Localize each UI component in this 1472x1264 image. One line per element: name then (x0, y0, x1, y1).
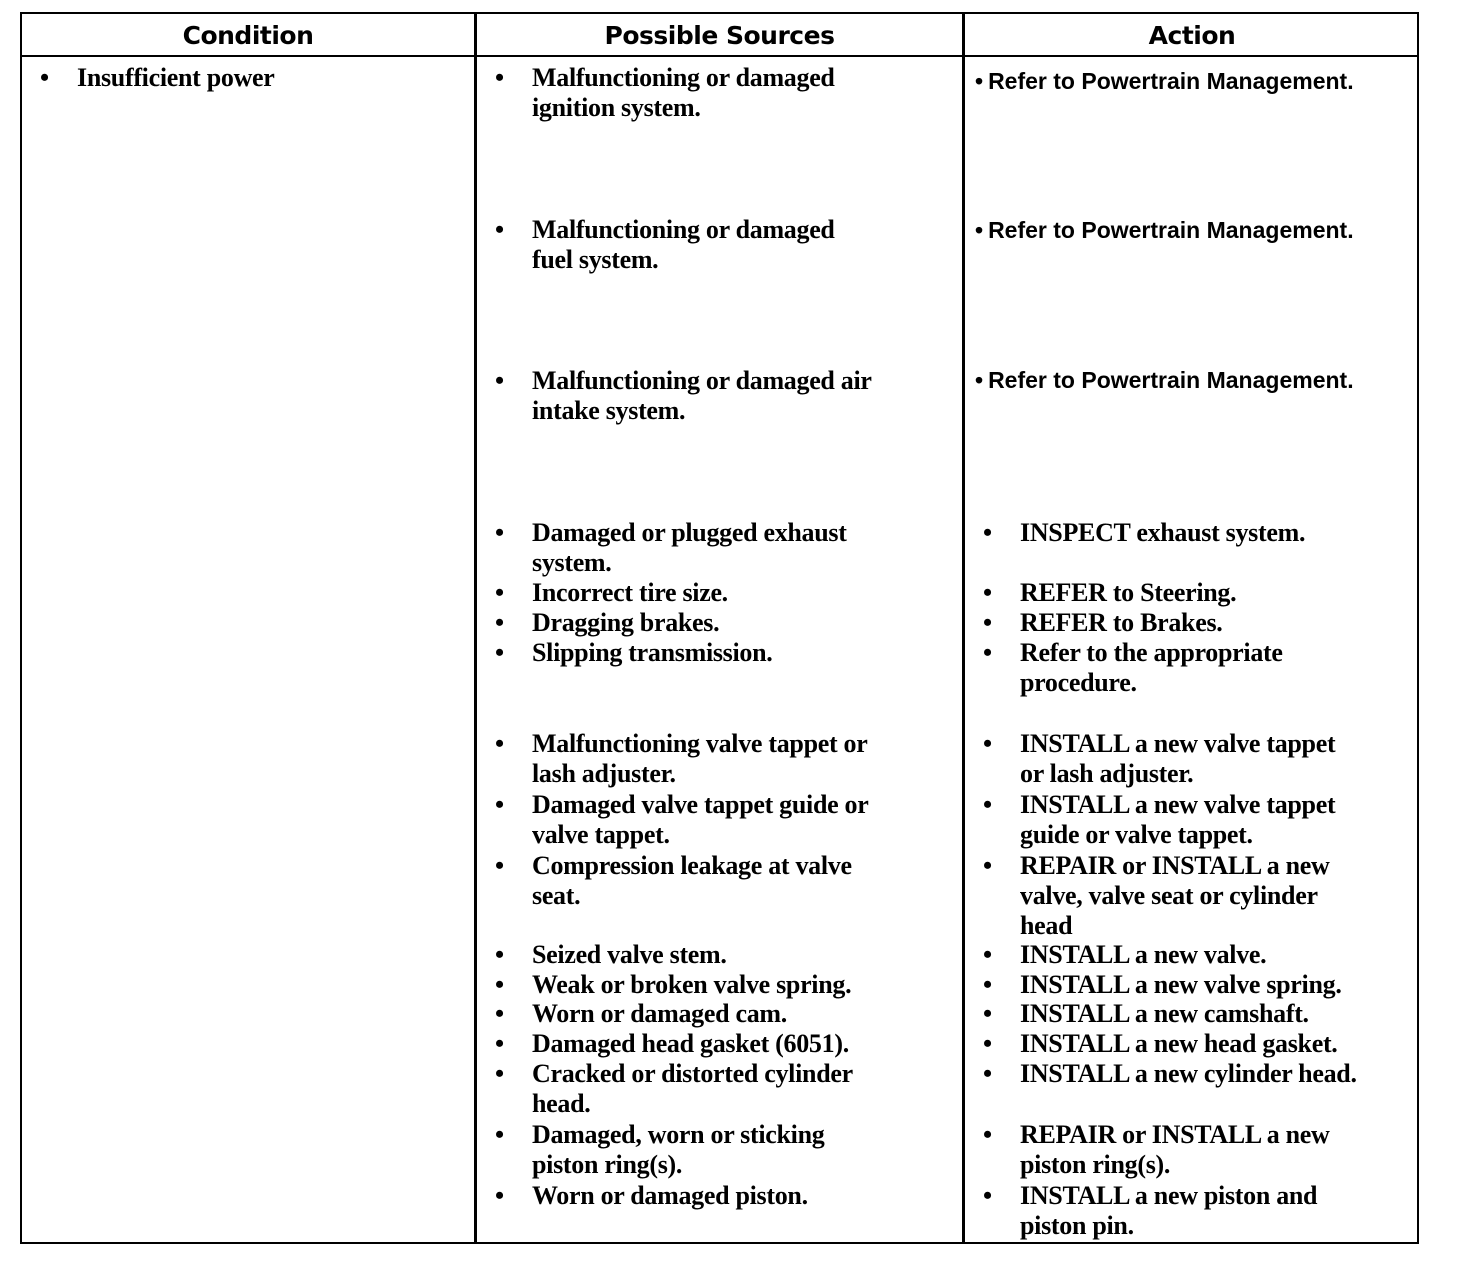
item-text: INSTALL a new valve. (1020, 940, 1267, 969)
diagnosis-table (20, 12, 1419, 1244)
bullet-icon: • (495, 729, 504, 758)
item-text: REFER to Steering. (1020, 578, 1237, 607)
item-text: Refer to Powertrain Management. (988, 68, 1354, 94)
condition-item (40, 63, 275, 93)
source-item (495, 851, 852, 911)
source-item (495, 1181, 808, 1211)
bullet-icon: • (983, 638, 992, 667)
action-item (983, 638, 1283, 698)
action-item (983, 729, 1336, 789)
item-text: piston ring(s). (532, 1150, 683, 1179)
bullet-icon: • (495, 790, 504, 819)
item-text: Worn or damaged cam. (532, 999, 787, 1028)
bullet-icon: • (983, 1120, 992, 1149)
action-item (983, 518, 1306, 548)
bullet-icon: • (40, 63, 49, 92)
item-text: INSTALL a new cylinder head. (1020, 1059, 1357, 1088)
item-text: Worn or damaged piston. (532, 1181, 808, 1210)
action-item (983, 970, 1342, 1000)
source-item (495, 366, 872, 426)
bullet-icon: • (983, 608, 992, 637)
item-text: Malfunctioning or damaged (532, 215, 835, 244)
item-text: Malfunctioning valve tappet or (532, 729, 868, 758)
item-text: Insufficient power (77, 63, 275, 92)
item-text: Incorrect tire size. (532, 578, 728, 607)
item-text: ignition system. (532, 93, 701, 122)
source-item (495, 638, 773, 668)
column-divider (962, 14, 965, 1242)
item-text: Malfunctioning or damaged air (532, 366, 872, 395)
bullet-icon: • (495, 970, 504, 999)
action-item (983, 578, 1237, 608)
bullet-icon: • (975, 367, 984, 393)
bullet-icon: • (495, 1120, 504, 1149)
item-text: Refer to the appropriate (1020, 638, 1283, 667)
source-item (495, 578, 728, 608)
action-item (983, 999, 1309, 1029)
item-text: INSTALL a new valve spring. (1020, 970, 1342, 999)
action-item (975, 365, 1354, 395)
item-text: Weak or broken valve spring. (532, 970, 852, 999)
action-item (983, 608, 1223, 638)
item-text: guide or valve tappet. (1020, 820, 1253, 849)
bullet-icon: • (495, 999, 504, 1028)
action-item (983, 790, 1336, 850)
bullet-icon: • (495, 638, 504, 667)
source-item (495, 608, 720, 638)
bullet-icon: • (983, 729, 992, 758)
item-text: lash adjuster. (532, 759, 676, 788)
item-text: seat. (532, 881, 581, 910)
bullet-icon: • (975, 68, 984, 94)
action-item (975, 66, 1354, 96)
bullet-icon: • (983, 1181, 992, 1210)
item-text: Malfunctioning or damaged (532, 63, 835, 92)
source-item (495, 970, 852, 1000)
bullet-icon: • (495, 215, 504, 244)
item-text: procedure. (1020, 668, 1137, 697)
item-text: valve, valve seat or cylinder (1020, 881, 1318, 910)
header-divider (22, 55, 1417, 57)
item-text: Compression leakage at valve (532, 851, 852, 880)
header-condition: Condition (182, 21, 314, 50)
source-item (495, 790, 869, 850)
bullet-icon: • (983, 1059, 992, 1088)
item-text: INSTALL a new camshaft. (1020, 999, 1309, 1028)
action-item (983, 1029, 1338, 1059)
action-item (983, 851, 1330, 941)
item-text: system. (532, 548, 612, 577)
bullet-icon: • (983, 578, 992, 607)
item-text: INSTALL a new head gasket. (1020, 1029, 1338, 1058)
action-item (975, 215, 1354, 245)
item-text: Damaged valve tappet guide or (532, 790, 869, 819)
bullet-icon: • (495, 63, 504, 92)
source-item (495, 729, 868, 789)
item-text: fuel system. (532, 245, 659, 274)
item-text: valve tappet. (532, 820, 670, 849)
action-item (983, 1120, 1330, 1180)
bullet-icon: • (983, 970, 992, 999)
item-text: intake system. (532, 396, 686, 425)
item-text: piston ring(s). (1020, 1150, 1171, 1179)
bullet-icon: • (495, 940, 504, 969)
bullet-icon: • (975, 217, 984, 243)
item-text: REPAIR or INSTALL a new (1020, 851, 1330, 880)
action-item (983, 940, 1267, 970)
item-text: REPAIR or INSTALL a new (1020, 1120, 1330, 1149)
bullet-icon: • (495, 608, 504, 637)
item-text: head (1020, 911, 1073, 940)
bullet-icon: • (983, 790, 992, 819)
item-text: INSTALL a new valve tappet (1020, 790, 1336, 819)
item-text: or lash adjuster. (1020, 759, 1194, 788)
source-item (495, 518, 847, 578)
bullet-icon: • (495, 1029, 504, 1058)
source-item (495, 215, 835, 275)
bullet-icon: • (495, 366, 504, 395)
item-text: head. (532, 1089, 591, 1118)
item-text: Damaged head gasket (6051). (532, 1029, 849, 1058)
action-item (983, 1059, 1357, 1089)
source-item (495, 1029, 849, 1059)
item-text: INSTALL a new piston and (1020, 1181, 1318, 1210)
item-text: Refer to Powertrain Management. (988, 217, 1354, 243)
bullet-icon: • (495, 518, 504, 547)
item-text: Damaged, worn or sticking (532, 1120, 825, 1149)
source-item (495, 940, 727, 970)
column-divider (474, 14, 477, 1242)
bullet-icon: • (983, 1029, 992, 1058)
item-text: INSTALL a new valve tappet (1020, 729, 1336, 758)
item-text: INSPECT exhaust system. (1020, 518, 1306, 547)
bullet-icon: • (983, 851, 992, 880)
item-text: Damaged or plugged exhaust (532, 518, 847, 547)
bullet-icon: • (983, 518, 992, 547)
header-action: Action (1148, 21, 1236, 50)
bullet-icon: • (983, 940, 992, 969)
source-item (495, 1120, 825, 1180)
item-text: REFER to Brakes. (1020, 608, 1223, 637)
bullet-icon: • (983, 999, 992, 1028)
source-item (495, 1059, 853, 1119)
bullet-icon: • (495, 851, 504, 880)
source-item (495, 63, 835, 123)
item-text: Cracked or distorted cylinder (532, 1059, 853, 1088)
item-text: Slipping transmission. (532, 638, 773, 667)
bullet-icon: • (495, 1059, 504, 1088)
action-item (983, 1181, 1318, 1241)
item-text: Dragging brakes. (532, 608, 720, 637)
bullet-icon: • (495, 1181, 504, 1210)
bullet-icon: • (495, 578, 504, 607)
item-text: piston pin. (1020, 1211, 1134, 1240)
header-possible-sources: Possible Sources (604, 21, 835, 50)
item-text: Seized valve stem. (532, 940, 727, 969)
item-text: Refer to Powertrain Management. (988, 367, 1354, 393)
source-item (495, 999, 787, 1029)
